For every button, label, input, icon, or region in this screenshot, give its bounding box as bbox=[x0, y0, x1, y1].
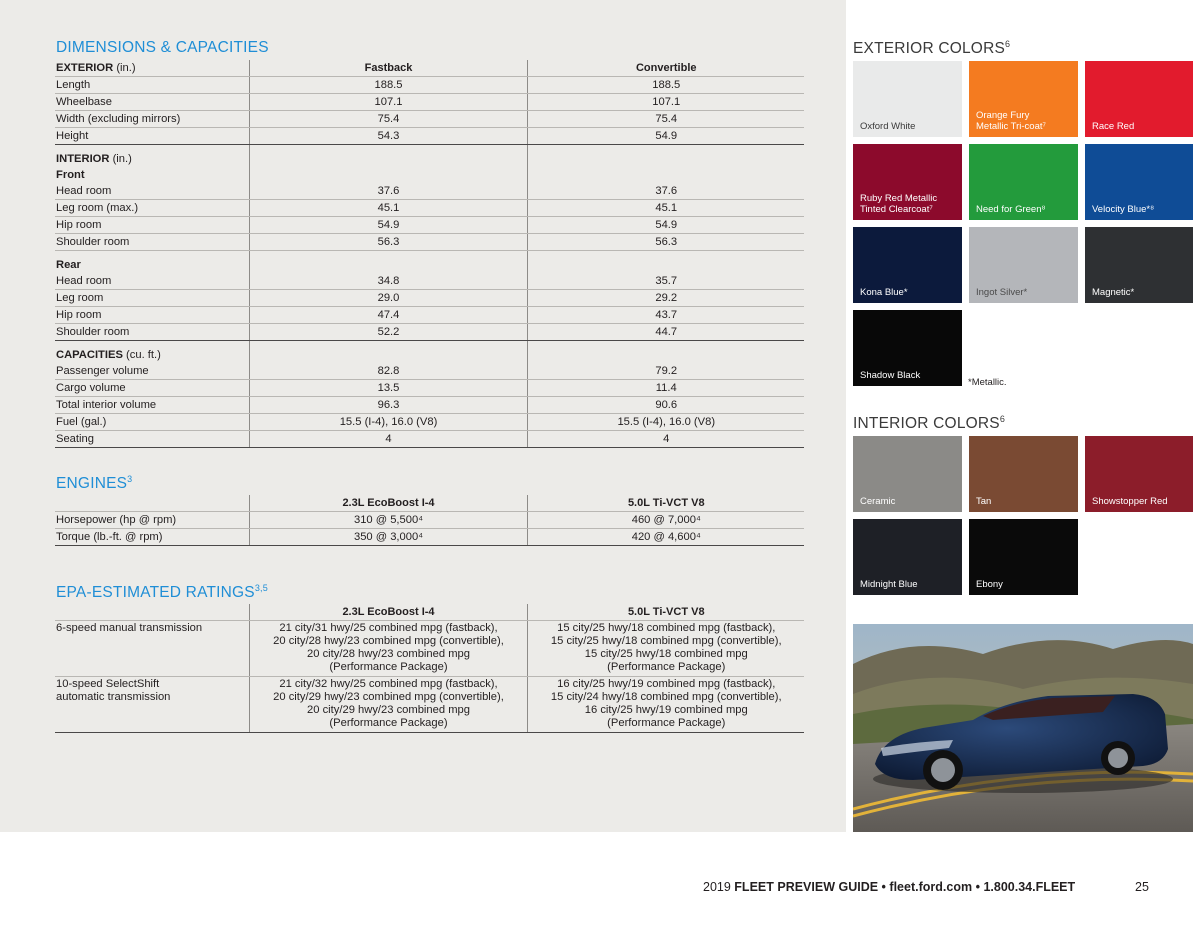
table-row bbox=[55, 273, 804, 290]
color-swatch bbox=[969, 61, 1078, 137]
row-label: Length bbox=[55, 77, 249, 94]
interior-colors-title: INTERIOR COLORS$^6$ bbox=[853, 414, 1006, 433]
fastback-value: 4 bbox=[249, 431, 527, 448]
row-label: Width (excluding mirrors) bbox=[55, 111, 249, 128]
swatch-label: Oxford White bbox=[860, 121, 916, 132]
row-label: Shoulder room bbox=[55, 324, 249, 341]
color-swatch bbox=[853, 61, 962, 137]
exterior-unit: (in.) bbox=[116, 62, 136, 74]
color-swatch bbox=[969, 436, 1078, 512]
v8-value: 460 @ 7,000⁴ bbox=[527, 512, 804, 529]
row-label: Head room bbox=[55, 273, 249, 290]
color-swatch bbox=[969, 144, 1078, 220]
convertible-value: 90.6 bbox=[527, 397, 804, 414]
swatch-label: Midnight Blue bbox=[860, 579, 918, 590]
table-row bbox=[55, 94, 804, 111]
v8-value: 16 city/25 hwy/19 combined mpg (fastback), 15 city/24 hwy/18 combined mpg (convertible), 16 city/25 hwy/19 combined mpg (Performance Package) bbox=[527, 677, 804, 733]
convertible-value: 188.5 bbox=[527, 77, 804, 94]
color-swatch bbox=[853, 144, 962, 220]
color-swatch bbox=[1085, 61, 1193, 137]
row-label: Leg room (max.) bbox=[55, 200, 249, 217]
convertible-value: 44.7 bbox=[527, 324, 804, 341]
footer-site-link[interactable]: fleet.ford.com bbox=[889, 880, 973, 894]
convertible-car-image bbox=[853, 624, 1193, 832]
col-ecoboost: 2.3L EcoBoost I-4 bbox=[249, 495, 527, 512]
footer bbox=[703, 880, 1075, 894]
fastback-value: 47.4 bbox=[249, 307, 527, 324]
row-label: Torque (lb.-ft. @ rpm) bbox=[55, 529, 249, 546]
table-row bbox=[55, 380, 804, 397]
footer-separator: • bbox=[975, 880, 980, 894]
swatch-label: Shadow Black bbox=[860, 370, 921, 381]
row-label: Total interior volume bbox=[55, 397, 249, 414]
rear-heading-row bbox=[55, 251, 804, 274]
fastback-value: 54.9 bbox=[249, 217, 527, 234]
ecoboost-value: 310 @ 5,500⁴ bbox=[249, 512, 527, 529]
interior-heading-row bbox=[55, 145, 804, 168]
capacities-heading-row bbox=[55, 341, 804, 364]
capacities-unit: (cu. ft.) bbox=[126, 349, 161, 361]
swatch-label: Ruby Red Metallic Tinted Clearcoat⁷ bbox=[860, 193, 938, 215]
table-row bbox=[55, 621, 804, 677]
color-swatch bbox=[853, 227, 962, 303]
table-row bbox=[55, 200, 804, 217]
exterior-label: EXTERIOR bbox=[56, 62, 114, 74]
fastback-value: 56.3 bbox=[249, 234, 527, 251]
row-label: Height bbox=[55, 128, 249, 145]
convertible-value: 45.1 bbox=[527, 200, 804, 217]
dimensions-table bbox=[55, 60, 804, 448]
page-number: 25 bbox=[1135, 880, 1149, 894]
table-row bbox=[55, 217, 804, 234]
car-photo bbox=[853, 624, 1193, 832]
capacities-label: CAPACITIES bbox=[56, 349, 123, 361]
rear-label: Rear bbox=[56, 259, 81, 271]
color-swatch bbox=[1085, 227, 1193, 303]
fastback-value: 96.3 bbox=[249, 397, 527, 414]
table-row bbox=[55, 529, 804, 546]
fastback-value: 45.1 bbox=[249, 200, 527, 217]
table-row bbox=[55, 414, 804, 431]
convertible-value: 35.7 bbox=[527, 273, 804, 290]
table-row bbox=[55, 77, 804, 94]
swatch-label: Ebony bbox=[976, 579, 1003, 590]
epa-table bbox=[55, 604, 804, 733]
table-row bbox=[55, 111, 804, 128]
front-heading-row bbox=[55, 167, 804, 183]
metallic-note: *Metallic. bbox=[968, 377, 1007, 388]
color-swatch bbox=[969, 519, 1078, 595]
table-row bbox=[55, 431, 804, 448]
swatch-label: Magnetic* bbox=[1092, 287, 1135, 298]
row-label: Head room bbox=[55, 183, 249, 200]
color-swatch bbox=[853, 519, 962, 595]
v8-value: 15 city/25 hwy/18 combined mpg (fastback), 15 city/25 hwy/18 combined mpg (convertible), 15 city/25 hwy/18 combined mpg (Performance Package) bbox=[527, 621, 804, 677]
interior-label: INTERIOR bbox=[56, 153, 110, 165]
convertible-value: 43.7 bbox=[527, 307, 804, 324]
table-row bbox=[55, 677, 804, 733]
table-row bbox=[55, 363, 804, 380]
dimensions-title: DIMENSIONS & CAPACITIES bbox=[56, 39, 269, 56]
epa-header-row bbox=[55, 604, 804, 621]
fastback-value: 107.1 bbox=[249, 94, 527, 111]
row-label: Leg room bbox=[55, 290, 249, 307]
v8-value: 420 @ 4,600⁴ bbox=[527, 529, 804, 546]
footer-separator: • bbox=[881, 880, 886, 894]
color-swatch bbox=[969, 227, 1078, 303]
row-label: Fuel (gal.) bbox=[55, 414, 249, 431]
row-label: Seating bbox=[55, 431, 249, 448]
front-label: Front bbox=[56, 169, 85, 181]
swatch-label: Showstopper Red bbox=[1092, 496, 1168, 507]
fastback-value: 52.2 bbox=[249, 324, 527, 341]
footer-guide: FLEET PREVIEW GUIDE bbox=[734, 880, 879, 894]
row-label: 10-speed SelectShift automatic transmission bbox=[55, 677, 249, 733]
convertible-value: 107.1 bbox=[527, 94, 804, 111]
swatch-label: Need for Green⁸ bbox=[976, 204, 1046, 215]
fastback-value: 13.5 bbox=[249, 380, 527, 397]
row-label: Hip room bbox=[55, 307, 249, 324]
interior-unit: (in.) bbox=[112, 153, 132, 165]
row-label: Passenger volume bbox=[55, 363, 249, 380]
fastback-value: 29.0 bbox=[249, 290, 527, 307]
swatch-label: Race Red bbox=[1092, 121, 1135, 132]
col-ecoboost: 2.3L EcoBoost I-4 bbox=[249, 604, 527, 621]
footer-year: 2019 bbox=[703, 880, 731, 894]
row-label: 6-speed manual transmission bbox=[55, 621, 249, 677]
convertible-value: 54.9 bbox=[527, 217, 804, 234]
fastback-value: 15.5 (I-4), 16.0 (V8) bbox=[249, 414, 527, 431]
engines-title: ENGINES$^3$ bbox=[56, 474, 133, 493]
table-row bbox=[55, 324, 804, 341]
exterior-heading bbox=[55, 60, 249, 77]
table-row bbox=[55, 397, 804, 414]
col-convertible: Convertible bbox=[527, 60, 804, 77]
swatch-label: Velocity Blue*⁸ bbox=[1092, 204, 1155, 215]
engines-header-row bbox=[55, 495, 804, 512]
row-label: Horsepower (hp @ rpm) bbox=[55, 512, 249, 529]
ecoboost-value: 350 @ 3,000⁴ bbox=[249, 529, 527, 546]
row-label: Shoulder room bbox=[55, 234, 249, 251]
convertible-value: 56.3 bbox=[527, 234, 804, 251]
table-row bbox=[55, 290, 804, 307]
table-row bbox=[55, 307, 804, 324]
color-swatch bbox=[853, 310, 962, 386]
engines-table bbox=[55, 495, 804, 546]
epa-title: EPA-ESTIMATED RATINGS$^{3,5}$ bbox=[56, 583, 268, 602]
convertible-value: 11.4 bbox=[527, 380, 804, 397]
exterior-colors-title: EXTERIOR COLORS$^6$ bbox=[853, 39, 1011, 58]
fastback-value: 37.6 bbox=[249, 183, 527, 200]
convertible-value: 29.2 bbox=[527, 290, 804, 307]
row-label: Hip room bbox=[55, 217, 249, 234]
dimensions-header-row bbox=[55, 60, 804, 77]
convertible-value: 4 bbox=[527, 431, 804, 448]
col-v8: 5.0L Ti-VCT V8 bbox=[527, 495, 804, 512]
table-row bbox=[55, 128, 804, 145]
ecoboost-value: 21 city/31 hwy/25 combined mpg (fastback), 20 city/28 hwy/23 combined mpg (convertible), 20 city/28 hwy/23 combined mpg (Performance Package) bbox=[249, 621, 527, 677]
row-label: Wheelbase bbox=[55, 94, 249, 111]
footer-phone: 1.800.34.FLEET bbox=[983, 880, 1076, 894]
swatch-label: Tan bbox=[976, 496, 992, 507]
fastback-value: 34.8 bbox=[249, 273, 527, 290]
convertible-value: 15.5 (I-4), 16.0 (V8) bbox=[527, 414, 804, 431]
fastback-value: 54.3 bbox=[249, 128, 527, 145]
fastback-value: 75.4 bbox=[249, 111, 527, 128]
swatch-label: Kona Blue* bbox=[860, 287, 908, 298]
row-label: Cargo volume bbox=[55, 380, 249, 397]
convertible-value: 37.6 bbox=[527, 183, 804, 200]
fastback-value: 82.8 bbox=[249, 363, 527, 380]
col-v8: 5.0L Ti-VCT V8 bbox=[527, 604, 804, 621]
convertible-value: 79.2 bbox=[527, 363, 804, 380]
ecoboost-value: 21 city/32 hwy/25 combined mpg (fastback), 20 city/29 hwy/23 combined mpg (convertible), 20 city/29 hwy/23 combined mpg (Performance Package) bbox=[249, 677, 527, 733]
swatch-label: Ceramic bbox=[860, 496, 896, 507]
table-row bbox=[55, 183, 804, 200]
convertible-value: 54.9 bbox=[527, 128, 804, 145]
fastback-value: 188.5 bbox=[249, 77, 527, 94]
color-swatch bbox=[1085, 436, 1193, 512]
table-row bbox=[55, 512, 804, 529]
convertible-value: 75.4 bbox=[527, 111, 804, 128]
color-swatch bbox=[1085, 144, 1193, 220]
swatch-label: Orange Fury Metallic Tri-coat⁷ bbox=[976, 110, 1046, 132]
swatch-label: Ingot Silver* bbox=[976, 287, 1028, 298]
table-row bbox=[55, 234, 804, 251]
col-fastback: Fastback bbox=[249, 60, 527, 77]
color-swatch bbox=[853, 436, 962, 512]
